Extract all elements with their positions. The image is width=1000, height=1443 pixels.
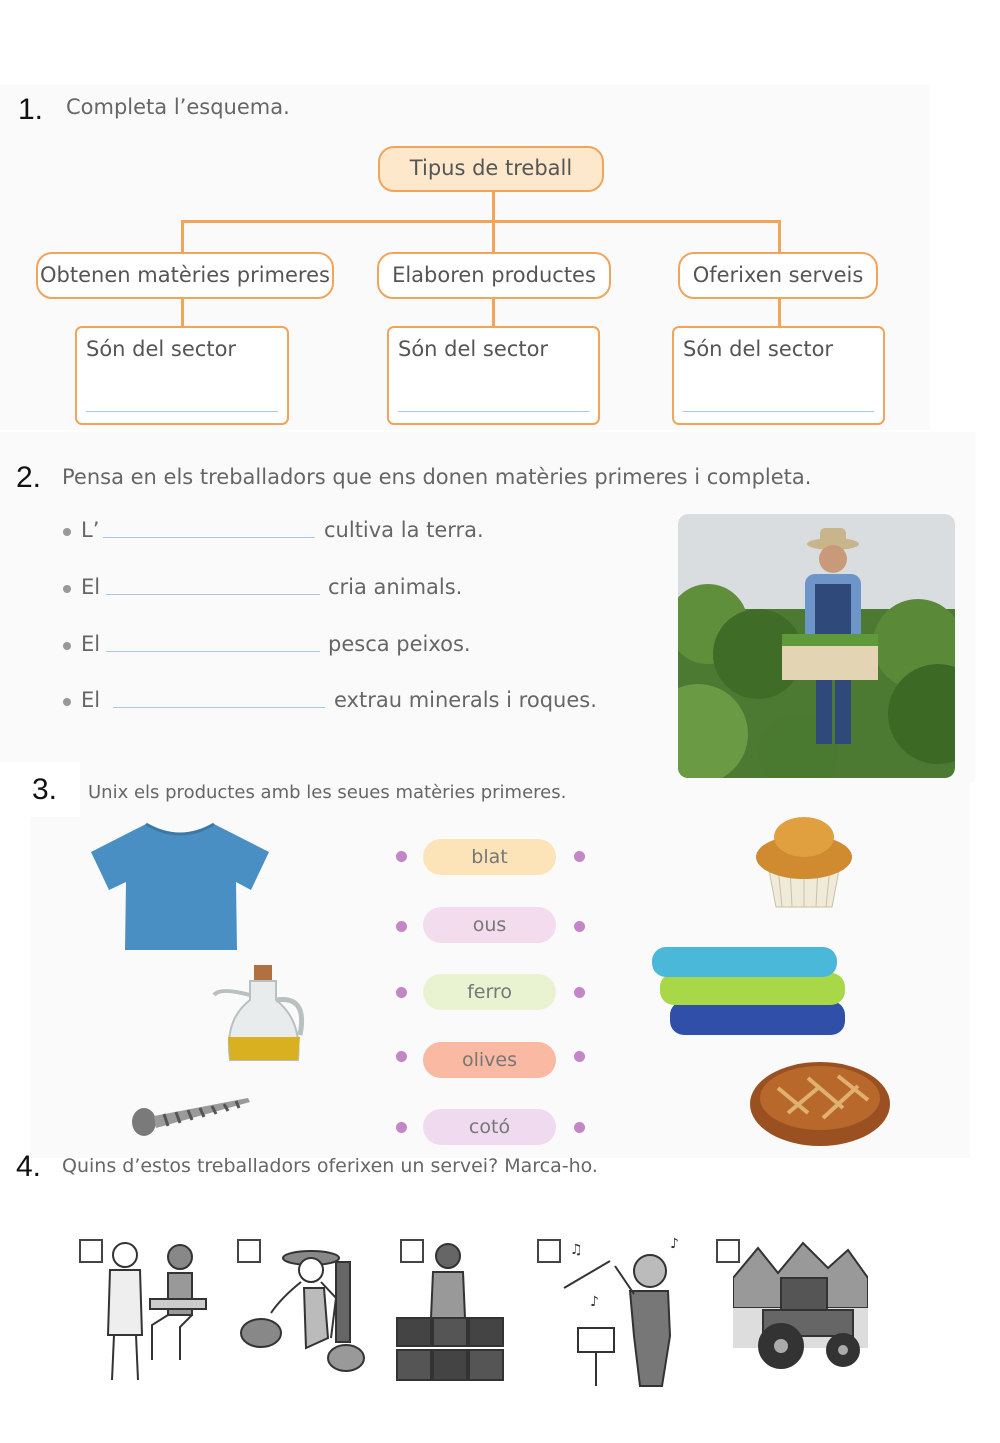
bullet	[63, 528, 71, 536]
tshirt-icon[interactable]	[91, 822, 269, 952]
match-dot-right[interactable]	[574, 851, 585, 862]
material-olives[interactable]: olives	[423, 1042, 556, 1078]
q3-number: 3.	[32, 773, 58, 806]
tractor-icon	[733, 1238, 868, 1383]
material-ous[interactable]: ous	[423, 907, 556, 943]
bullet	[63, 642, 71, 650]
q2-suffix: cultiva la terra.	[324, 518, 484, 542]
q1-instruction: Completa l’esquema.	[66, 95, 290, 119]
match-dot-left[interactable]	[396, 851, 407, 862]
screw-icon[interactable]	[128, 1090, 252, 1140]
q2-prefix: L’	[81, 518, 100, 542]
match-dot-right[interactable]	[574, 1051, 585, 1062]
oil-jug-icon[interactable]	[210, 965, 310, 1070]
doctor-icon	[80, 1235, 210, 1385]
checkbox-worker-4[interactable]	[537, 1239, 561, 1263]
connector	[181, 298, 184, 328]
scheme-root: Tipus de treball	[378, 146, 604, 192]
q2-blank-1[interactable]	[103, 537, 315, 538]
match-dot-right[interactable]	[574, 1122, 585, 1133]
answer-line[interactable]	[86, 411, 278, 412]
bullet	[63, 585, 71, 593]
connector	[492, 220, 495, 253]
connector	[492, 298, 495, 328]
sector-box-2[interactable]	[387, 326, 600, 425]
branch-services: Oferixen serveis	[678, 252, 878, 299]
svg-text:♪: ♪	[670, 1236, 679, 1252]
q2-number: 2.	[16, 461, 42, 494]
music-conductor-icon	[560, 1236, 690, 1391]
farmer-photo	[678, 514, 955, 778]
material-ferro[interactable]: ferro	[423, 974, 556, 1010]
answer-line[interactable]	[398, 411, 589, 412]
q2-prefix: El	[81, 688, 101, 712]
match-dot-right[interactable]	[574, 921, 585, 932]
connector	[181, 220, 184, 253]
match-dot-left[interactable]	[396, 1051, 407, 1062]
svg-text:♪: ♪	[590, 1294, 599, 1310]
branch-raw-materials: Obtenen matèries primeres	[36, 252, 334, 299]
sector-label: Són del sector	[86, 337, 237, 361]
match-dot-left[interactable]	[396, 1122, 407, 1133]
market-seller-icon	[393, 1238, 508, 1388]
q2-blank-2[interactable]	[106, 594, 320, 595]
connector	[778, 220, 781, 253]
muffin-icon[interactable]	[754, 815, 854, 910]
q4-number: 4.	[16, 1150, 42, 1183]
connector	[778, 298, 781, 328]
branch-elaborate: Elaboren productes	[377, 252, 611, 299]
q3-instruction: Unix els productes amb les seues matèries primeres.	[88, 782, 567, 803]
q2-suffix: cria animals.	[328, 575, 463, 599]
q4-instruction: Quins d’estos treballadors oferixen un servei? Marca-ho.	[62, 1155, 598, 1177]
sector-label: Són del sector	[683, 337, 834, 361]
match-dot-left[interactable]	[396, 987, 407, 998]
bullet	[63, 698, 71, 706]
q2-prefix: El	[81, 575, 101, 599]
answer-line[interactable]	[683, 411, 874, 412]
material-blat[interactable]: blat	[423, 839, 556, 875]
q2-blank-4[interactable]	[113, 707, 325, 708]
q2-suffix: pesca peixos.	[328, 632, 471, 656]
connector	[181, 220, 781, 223]
material-coto[interactable]: cotó	[423, 1109, 556, 1145]
sector-box-1[interactable]	[75, 326, 289, 425]
match-dot-left[interactable]	[396, 921, 407, 932]
sector-box-3[interactable]	[672, 326, 885, 425]
towels-icon[interactable]	[650, 943, 855, 1038]
bread-icon[interactable]	[748, 1058, 893, 1148]
q2-prefix: El	[81, 632, 101, 656]
connector	[492, 192, 495, 222]
q2-suffix: extrau minerals i roques.	[334, 688, 597, 712]
q2-blank-3[interactable]	[106, 651, 320, 652]
svg-text:♫: ♫	[570, 1242, 583, 1258]
match-dot-right[interactable]	[574, 987, 585, 998]
q2-instruction: Pensa en els treballadors que ens donen matèries primeres i completa.	[62, 465, 812, 489]
sector-label: Són del sector	[398, 337, 549, 361]
q1-number: 1.	[18, 93, 44, 126]
farmer-chickens-icon	[236, 1238, 371, 1383]
